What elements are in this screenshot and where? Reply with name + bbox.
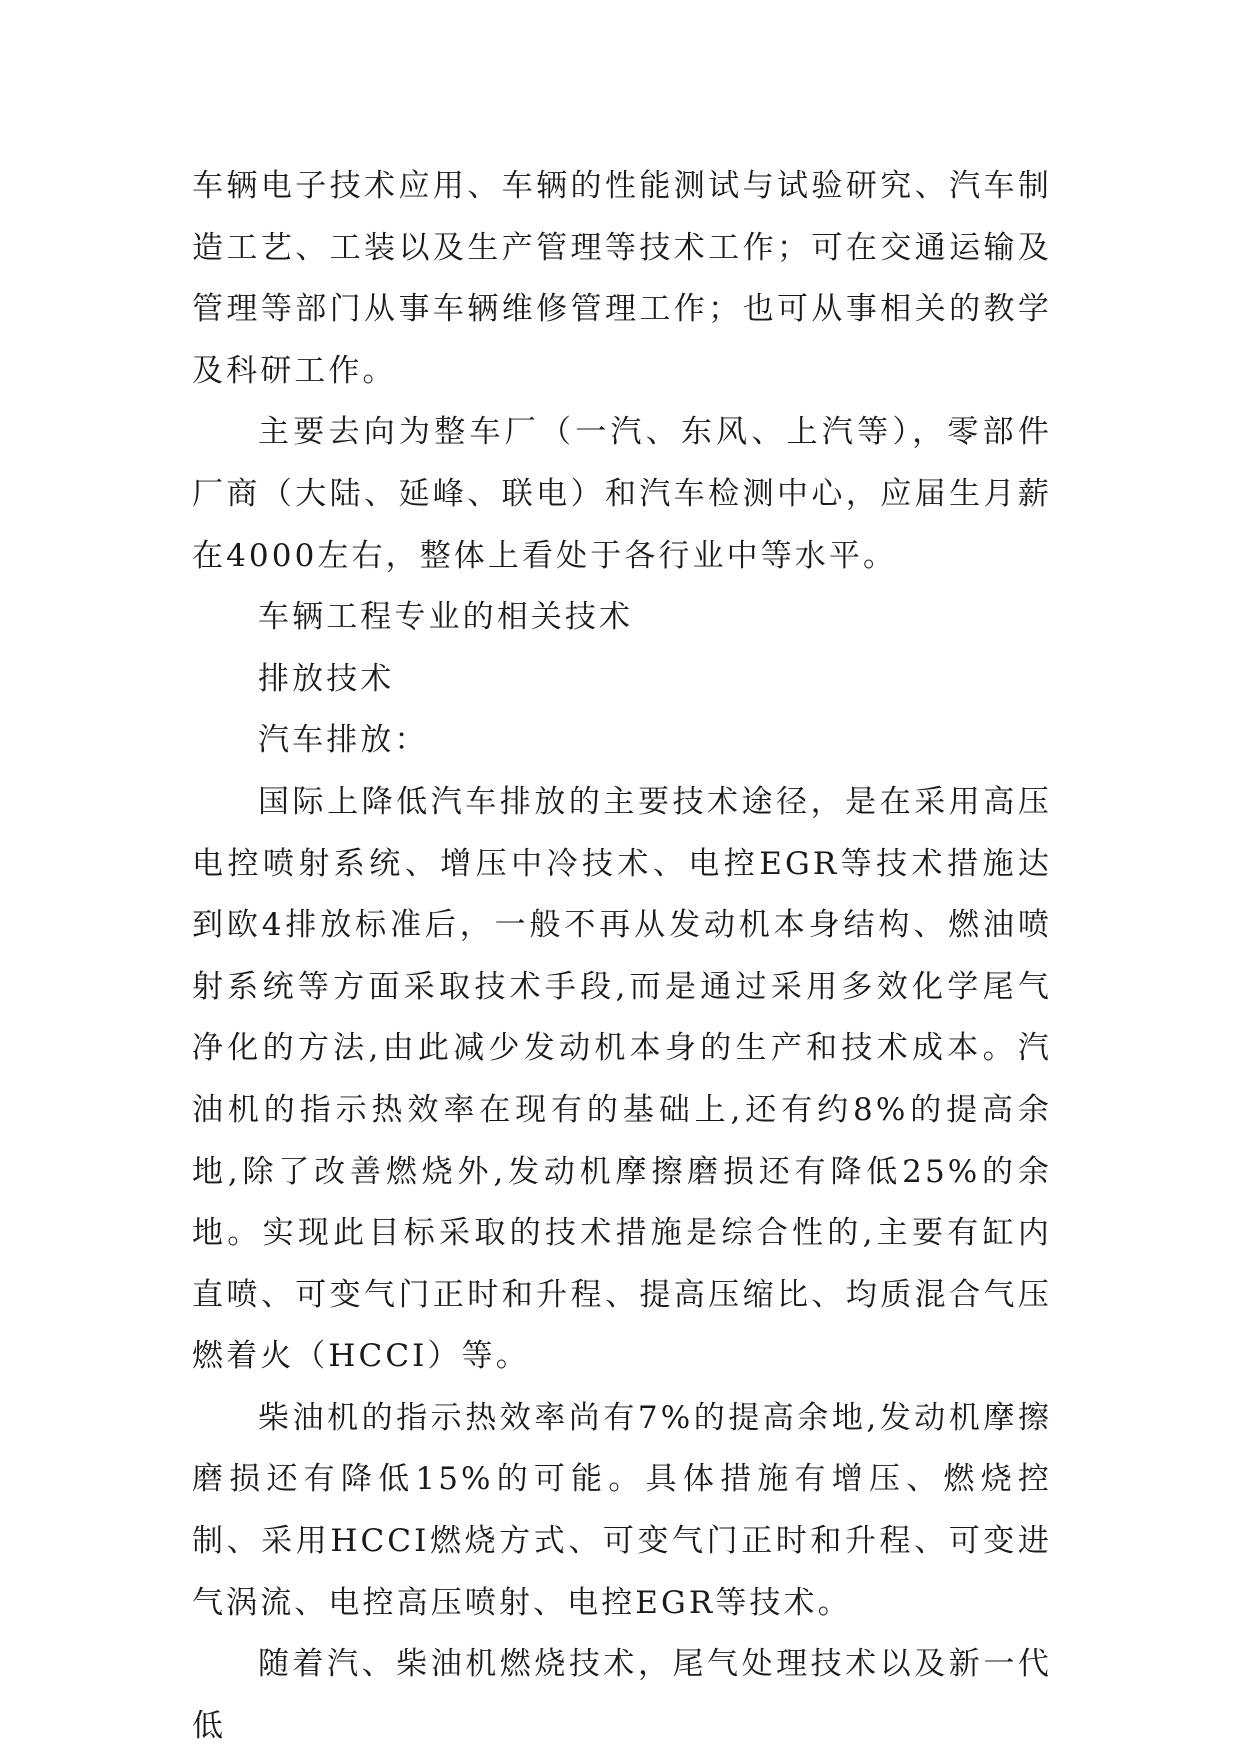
paragraph-combustion-outlook: 随着汽、柴油机燃烧技术，尾气处理技术以及新一代低 [192,1646,1052,1744]
section-heading-related-tech: 车辆工程专业的相关技术 [258,599,634,636]
subheading-vehicle-emission: 汽车排放： [258,722,429,759]
section-heading-emission-tech: 排放技术 [258,660,395,697]
document-page [192,156,1052,1757]
paragraph-international-emission-reduction: 国际上降低汽车排放的主要技术途径，是在采用高压电控喷射系统、增压中冷技术、电控EGR等技术措施达到欧4排放标准后，一般不再从发动机本身结构、燃油喷射系统等方面采取技术手段,而是通过采用多效化学尾气净化的方法,由此减少发动机本身的生产和技术成本。汽油机的指示热效率在现有的基础上,还有约8%的提高余地,除了改善燃烧外,发动机摩擦磨损还有降低25%的余地。实现此目标采取的技术措施是综合性的,主要有缸内直喷、可变气门正时和升程、提高压缩比、均质混合气压燃着火（HCCI）等。 [192,783,1052,1375]
paragraph-career-scope: 车辆电子技术应用、车辆的性能测试与试验研究、汽车制造工艺、工装以及生产管理等技术工作；可在交通运输及管理等部门从事车辆维修管理工作；也可从事相关的教学及科研工作。 [192,168,1052,389]
paragraph-diesel-efficiency: 柴油机的指示热效率尚有7%的提高余地,发动机摩擦磨损还有降低15%的可能。具体措施有增压、燃烧控制、采用HCCI燃烧方式、可变气门正时和升程、可变进气涡流、电控高压喷射、电控EGR等技术。 [192,1399,1052,1621]
paragraph-employment-destinations: 主要去向为整车厂（一汽、东风、上汽等），零部件厂商（大陆、延峰、联电）和汽车检测中心，应届生月薪在4000左右，整体上看处于各行业中等水平。 [192,414,1052,574]
